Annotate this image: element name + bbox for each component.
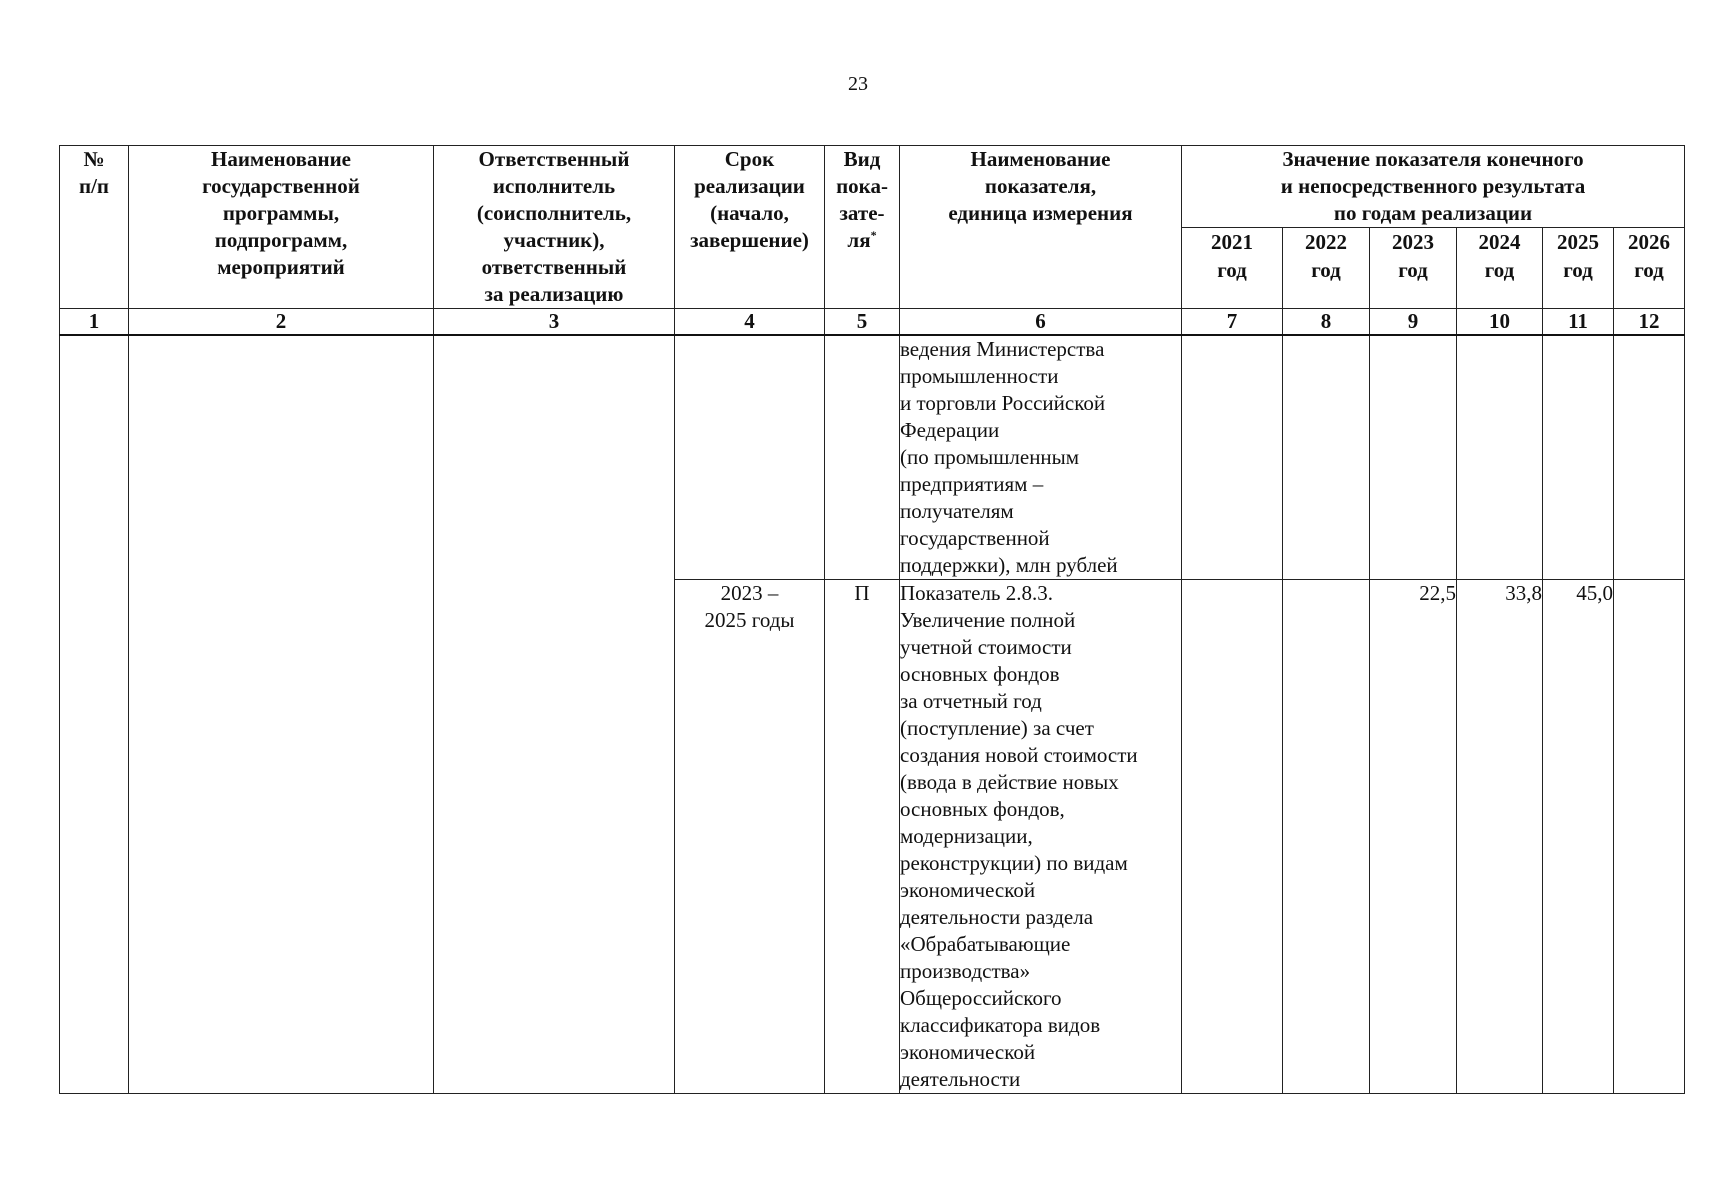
cell-indicator-type: П <box>825 580 900 1094</box>
header-indicator-name: Наименование показателя, единица измерения <box>900 146 1182 309</box>
cell-responsible-empty <box>434 335 675 1094</box>
table-row <box>60 335 1685 580</box>
header-period: Срок реализации (начало, завершение) <box>675 146 825 309</box>
cell-value-2025: 45,0 <box>1543 580 1614 1094</box>
cell-value-2021 <box>1182 335 1283 580</box>
column-number: 10 <box>1457 309 1543 336</box>
page-number: 23 <box>848 73 868 95</box>
cell-value-2024: 33,8 <box>1457 580 1543 1094</box>
cell-type-empty <box>825 335 900 580</box>
header-years-group: Значение показателя конечного и непосредственного результата по годам реализации <box>1182 146 1685 228</box>
column-number: 1 <box>60 309 129 336</box>
cell-value-2026 <box>1614 580 1685 1094</box>
cell-value-2022 <box>1283 335 1370 580</box>
indicators-table <box>59 145 1685 1094</box>
header-year-2025: 2025 год <box>1543 228 1614 309</box>
header-year-2022: 2022 год <box>1283 228 1370 309</box>
cell-value-2022 <box>1283 580 1370 1094</box>
cell-period: 2023 – 2025 годы <box>675 580 825 1094</box>
header-year-2026: 2026 год <box>1614 228 1685 309</box>
header-row <box>60 146 1685 228</box>
cell-value-2021 <box>1182 580 1283 1094</box>
column-number: 12 <box>1614 309 1685 336</box>
cell-value-2025 <box>1543 335 1614 580</box>
cell-value-2023 <box>1370 335 1457 580</box>
column-numbers-row <box>60 309 1685 336</box>
header-number: № п/п <box>60 146 129 309</box>
column-number: 3 <box>434 309 675 336</box>
column-number: 8 <box>1283 309 1370 336</box>
cell-program-empty <box>129 335 434 1094</box>
cell-value-2023: 22,5 <box>1370 580 1457 1094</box>
cell-period-empty <box>675 335 825 580</box>
cell-number-empty <box>60 335 129 1094</box>
cell-value-2024 <box>1457 335 1543 580</box>
header-program-name: Наименование государственной программы, подпрограмм, мероприятий <box>129 146 434 309</box>
header-year-2023: 2023 год <box>1370 228 1457 309</box>
cell-value-2026 <box>1614 335 1685 580</box>
column-number: 5 <box>825 309 900 336</box>
cell-indicator-name: Показатель 2.8.3. Увеличение полной учетной стоимости основных фондов за отчетный год (поступление) за счет создания новой стоимости (ввода в действие новых основных фондов, модернизации, реконструкции) по видам экономической деятельности раздела «Обрабатывающие производства» Общероссийского классификатора видов экономической деятельности <box>900 580 1182 1094</box>
column-number: 9 <box>1370 309 1457 336</box>
header-year-2024: 2024 год <box>1457 228 1543 309</box>
column-number: 2 <box>129 309 434 336</box>
column-number: 11 <box>1543 309 1614 336</box>
column-number: 6 <box>900 309 1182 336</box>
header-year-2021: 2021 год <box>1182 228 1283 309</box>
cell-indicator-name: ведения Министерства промышленности и торговли Российской Федерации (по промышленным предприятиям – получателям государственной поддержки), млн рублей <box>900 335 1182 580</box>
footnote-mark: * <box>870 228 877 242</box>
column-number: 7 <box>1182 309 1283 336</box>
header-responsible: Ответственный исполнитель (соисполнитель, участник), ответственный за реализацию <box>434 146 675 309</box>
header-indicator-type: Вид пока- зате- ля* <box>825 146 900 309</box>
column-number: 4 <box>675 309 825 336</box>
